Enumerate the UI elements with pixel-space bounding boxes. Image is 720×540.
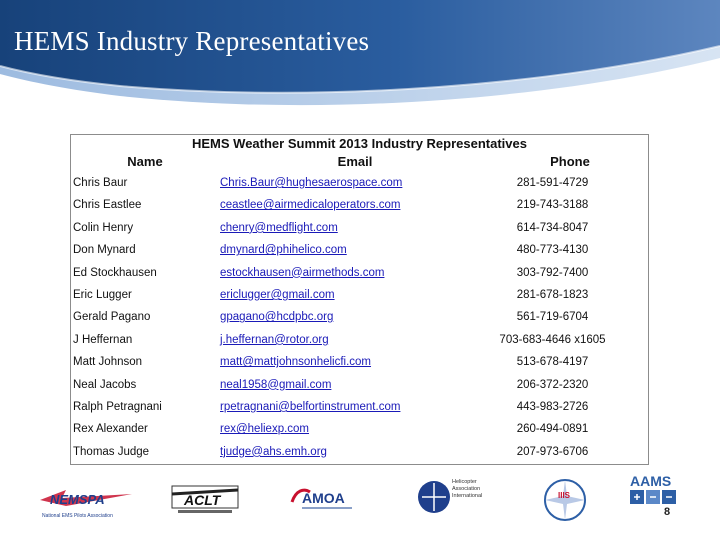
table-row xyxy=(70,329,649,351)
row-email-link[interactable]: ericlugger@gmail.com xyxy=(220,288,335,301)
aclt-logo-icon xyxy=(170,480,240,518)
column-header-phone: Phone xyxy=(550,154,590,169)
header-swoosh xyxy=(0,0,720,120)
column-header-email: Email xyxy=(337,154,373,169)
row-email-link[interactable]: chenry@medflight.com xyxy=(220,221,338,234)
row-phone: 219-743-3188 xyxy=(516,199,589,212)
row-email-link[interactable]: matt@mattjohnsonhelicfi.com xyxy=(220,356,372,369)
representatives-table xyxy=(70,134,649,465)
table-row xyxy=(70,194,649,216)
row-name: Don Mynard xyxy=(73,244,136,257)
row-email-link[interactable]: neal1958@gmail.com xyxy=(220,378,332,391)
aams-text: AAMS xyxy=(630,473,672,489)
row-phone: 443-983-2726 xyxy=(516,400,589,413)
row-phone: 303-792-7400 xyxy=(516,266,589,279)
amoa-logo-icon xyxy=(288,482,360,516)
table-row xyxy=(70,441,649,463)
row-email-link[interactable]: Chris.Baur@hughesaerospace.com xyxy=(220,177,403,189)
row-phone: 281-591-4729 xyxy=(516,177,589,189)
row-email-link[interactable]: ceastlee@airmedicaloperators.com xyxy=(220,199,401,212)
row-phone: 480-773-4130 xyxy=(516,244,589,257)
row-phone: 281-678-1823 xyxy=(516,288,589,301)
row-email-link[interactable]: rpetragnani@belfortinstrument.com xyxy=(220,400,401,413)
row-name: Ralph Petragnani xyxy=(73,400,162,413)
table-row xyxy=(70,306,649,328)
row-phone: 206-372-2320 xyxy=(516,378,589,391)
table-row xyxy=(70,239,649,261)
column-header-name: Name xyxy=(127,154,163,169)
aclt-text: ACLT xyxy=(184,492,221,508)
row-email-link[interactable]: dmynard@phihelico.com xyxy=(220,244,347,257)
row-phone: 614-734-8047 xyxy=(516,221,589,234)
row-name: Ed Stockhausen xyxy=(73,266,157,279)
row-phone: 260-494-0891 xyxy=(516,423,589,436)
hai-logo-icon xyxy=(416,473,486,527)
aams-logo-icon xyxy=(626,472,686,516)
iiis-logo-icon xyxy=(536,476,594,526)
row-phone: 561-719-6704 xyxy=(516,311,589,324)
row-email-link[interactable]: j.heffernan@rotor.org xyxy=(220,333,329,346)
table-row xyxy=(70,284,649,306)
table-row xyxy=(70,262,649,284)
row-email-link[interactable]: tjudge@ahs.emh.org xyxy=(220,445,327,458)
nemspa-logo-icon xyxy=(36,482,136,522)
row-name: Colin Henry xyxy=(73,221,134,234)
nemspa-text: NEMSPA xyxy=(50,492,105,507)
row-name: Rex Alexander xyxy=(73,423,148,436)
slide-header-band xyxy=(0,0,720,120)
row-phone: 703-683-4646 x1605 xyxy=(499,333,606,346)
row-name: Chris Baur xyxy=(73,177,128,189)
row-name: Matt Johnson xyxy=(73,356,143,369)
hai-text: Helicopter Association International xyxy=(452,479,483,499)
row-phone: 207-973-6706 xyxy=(516,445,589,458)
amoa-text: AMOA xyxy=(302,490,345,506)
table-row xyxy=(70,351,649,373)
page-number: 8 xyxy=(664,506,671,518)
slide-title: HEMS Industry Representatives xyxy=(14,26,370,56)
row-name: Eric Lugger xyxy=(73,288,132,301)
table-row xyxy=(70,396,649,418)
table-row xyxy=(70,374,649,396)
row-name: J Heffernan xyxy=(73,333,133,346)
nemspa-caption: National EMS Pilots Association xyxy=(42,513,113,519)
row-name: Chris Eastlee xyxy=(73,199,142,212)
table-row xyxy=(70,217,649,239)
row-email-link[interactable]: estockhausen@airmethods.com xyxy=(220,266,385,279)
row-name: Thomas Judge xyxy=(73,445,150,458)
row-email-link[interactable]: rex@heliexp.com xyxy=(220,423,310,436)
row-email-link[interactable]: gpagano@hcdpbc.org xyxy=(220,311,334,324)
row-name: Gerald Pagano xyxy=(73,311,151,324)
row-name: Neal Jacobs xyxy=(73,378,137,391)
table-row xyxy=(70,418,649,440)
table-body xyxy=(70,172,649,463)
row-phone: 513-678-4197 xyxy=(516,356,589,369)
sponsor-logos xyxy=(0,470,720,530)
iiis-text: IIIS xyxy=(558,491,571,500)
table-title: HEMS Weather Summit 2013 Industry Representatives xyxy=(192,136,527,151)
table-row xyxy=(70,172,649,194)
